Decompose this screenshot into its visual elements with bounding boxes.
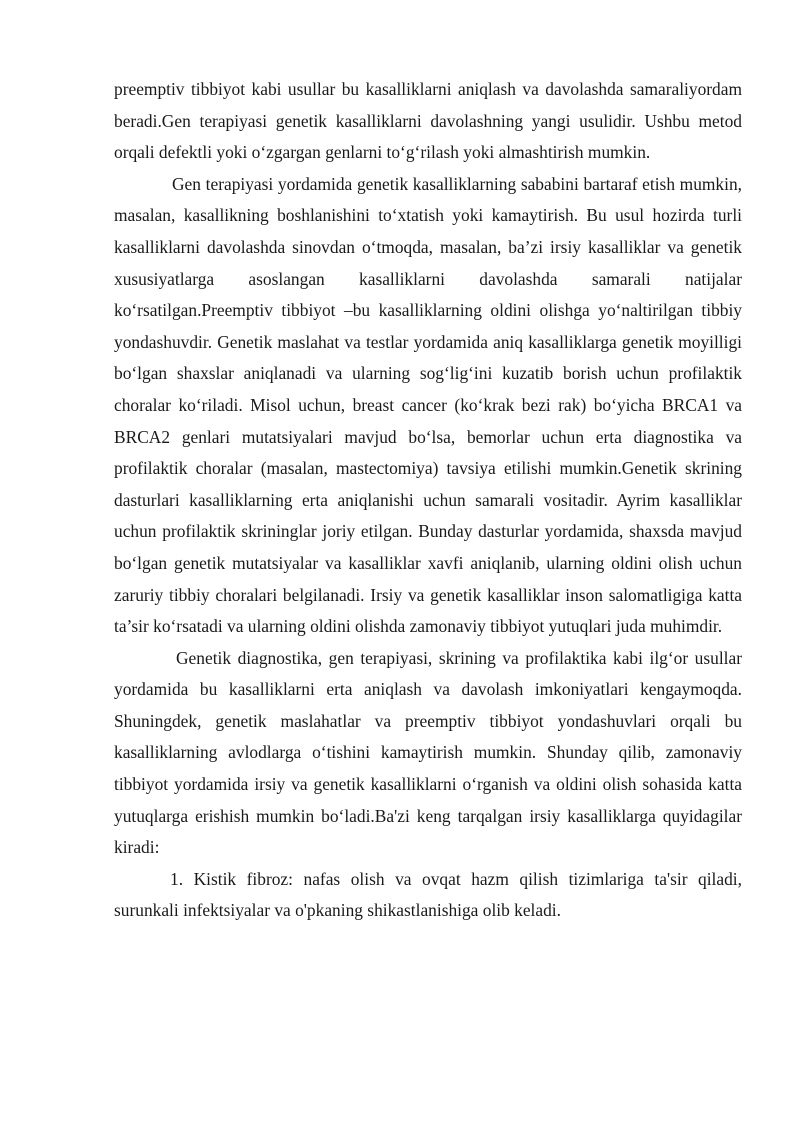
paragraph-preemptiv-tibbiyot: Gen terapiyasi yordamida genetik kasalliklarning sababini bartaraf etish mumkin, masalan, kasallikning boshlanishini to‘xtatish yoki kamaytirish. Bu usul hozirda turli kasalliklarni davolashda sinovdan o‘tmoqda, masalan, ba’zi irsiy kasalliklar va genetik xususiyatlarga asoslangan kasalliklarni davolashda samarali natijalar ko‘rsatilgan.Preemptiv tibbiyot –bu kasalliklarning oldini olishga yo‘naltirilgan tibbiy yondashuvdir. Genetik maslahat va testlar yordamida aniq kasalliklarga genetik moyilligi bo‘lgan shaxslar aniqlanadi va ularning sog‘lig‘ini kuzatib borish uchun profilaktik choralar ko‘riladi. Misol uchun, breast cancer (ko‘krak bezi rak) bo‘yicha BRCA1 va BRCA2 genlari mutatsiyalari mavjud bo‘lsa, bemorlar uchun erta diagnostika va profilaktik choralar (masalan, mastectomiya) tavsiya etilishi mumkin.Genetik skrining dasturlari kasalliklarning erta aniqlanishi uchun samarali vositadir. Ayrim kasalliklar uchun profilaktik skrininglar joriy etilgan. Bunday dasturlar yordamida, shaxsda mavjud bo‘lgan genetik mutatsiyalar va kasalliklar xavfi aniqlanib, ularning oldini olish uchun zaruriy tibbiy choralari belgilanadi. Irsiy va genetik kasalliklar inson salomatligiga katta ta’sir ko‘rsatadi va ularning oldini olishda zamonaviy tibbiyot yutuqlari juda muhimdir. — [114, 173, 742, 637]
paragraph-gen-terapiyasi-intro: preemptiv tibbiyot kabi usullar bu kasalliklarni aniqlash va davolashda samaraliyordam beradi.Gen terapiyasi genetik kasalliklarni davolashning yangi usulidir. Ushbu metod orqali defektli yoki o‘zgargan genlarni to‘g‘rilash yoki almashtirish mumkin. — [114, 79, 742, 163]
document-page — [114, 74, 742, 927]
paragraph-genetik-diagnostika: Genetik diagnostika, gen terapiyasi, skrining va profilaktika kabi ilg‘or usullar yordamida bu kasalliklarni erta aniqlash va davolash imkoniyatlari kengaymoqda. Shuningdek, genetik maslahatlar va preemptiv tibbiyot yondashuvlari orqali bu kasalliklarning avlodlarga o‘tishini kamaytirish mumkin. Shunday qilib, zamonaviy tibbiyot yordamida irsiy va genetik kasalliklarni o‘rganish va oldini olish sohasida katta yutuqlarga erishish mumkin bo‘ladi.Ba'zi keng tarqalgan irsiy kasalliklarga quyidagilar kiradi: — [114, 647, 742, 858]
list-item-kistik-fibroz: 1. Kistik fibroz: nafas olish va ovqat hazm qilish tizimlariga ta'sir qiladi, surunkali infektsiyalar va o'pkaning shikastlanishiga olib keladi. — [114, 868, 742, 921]
